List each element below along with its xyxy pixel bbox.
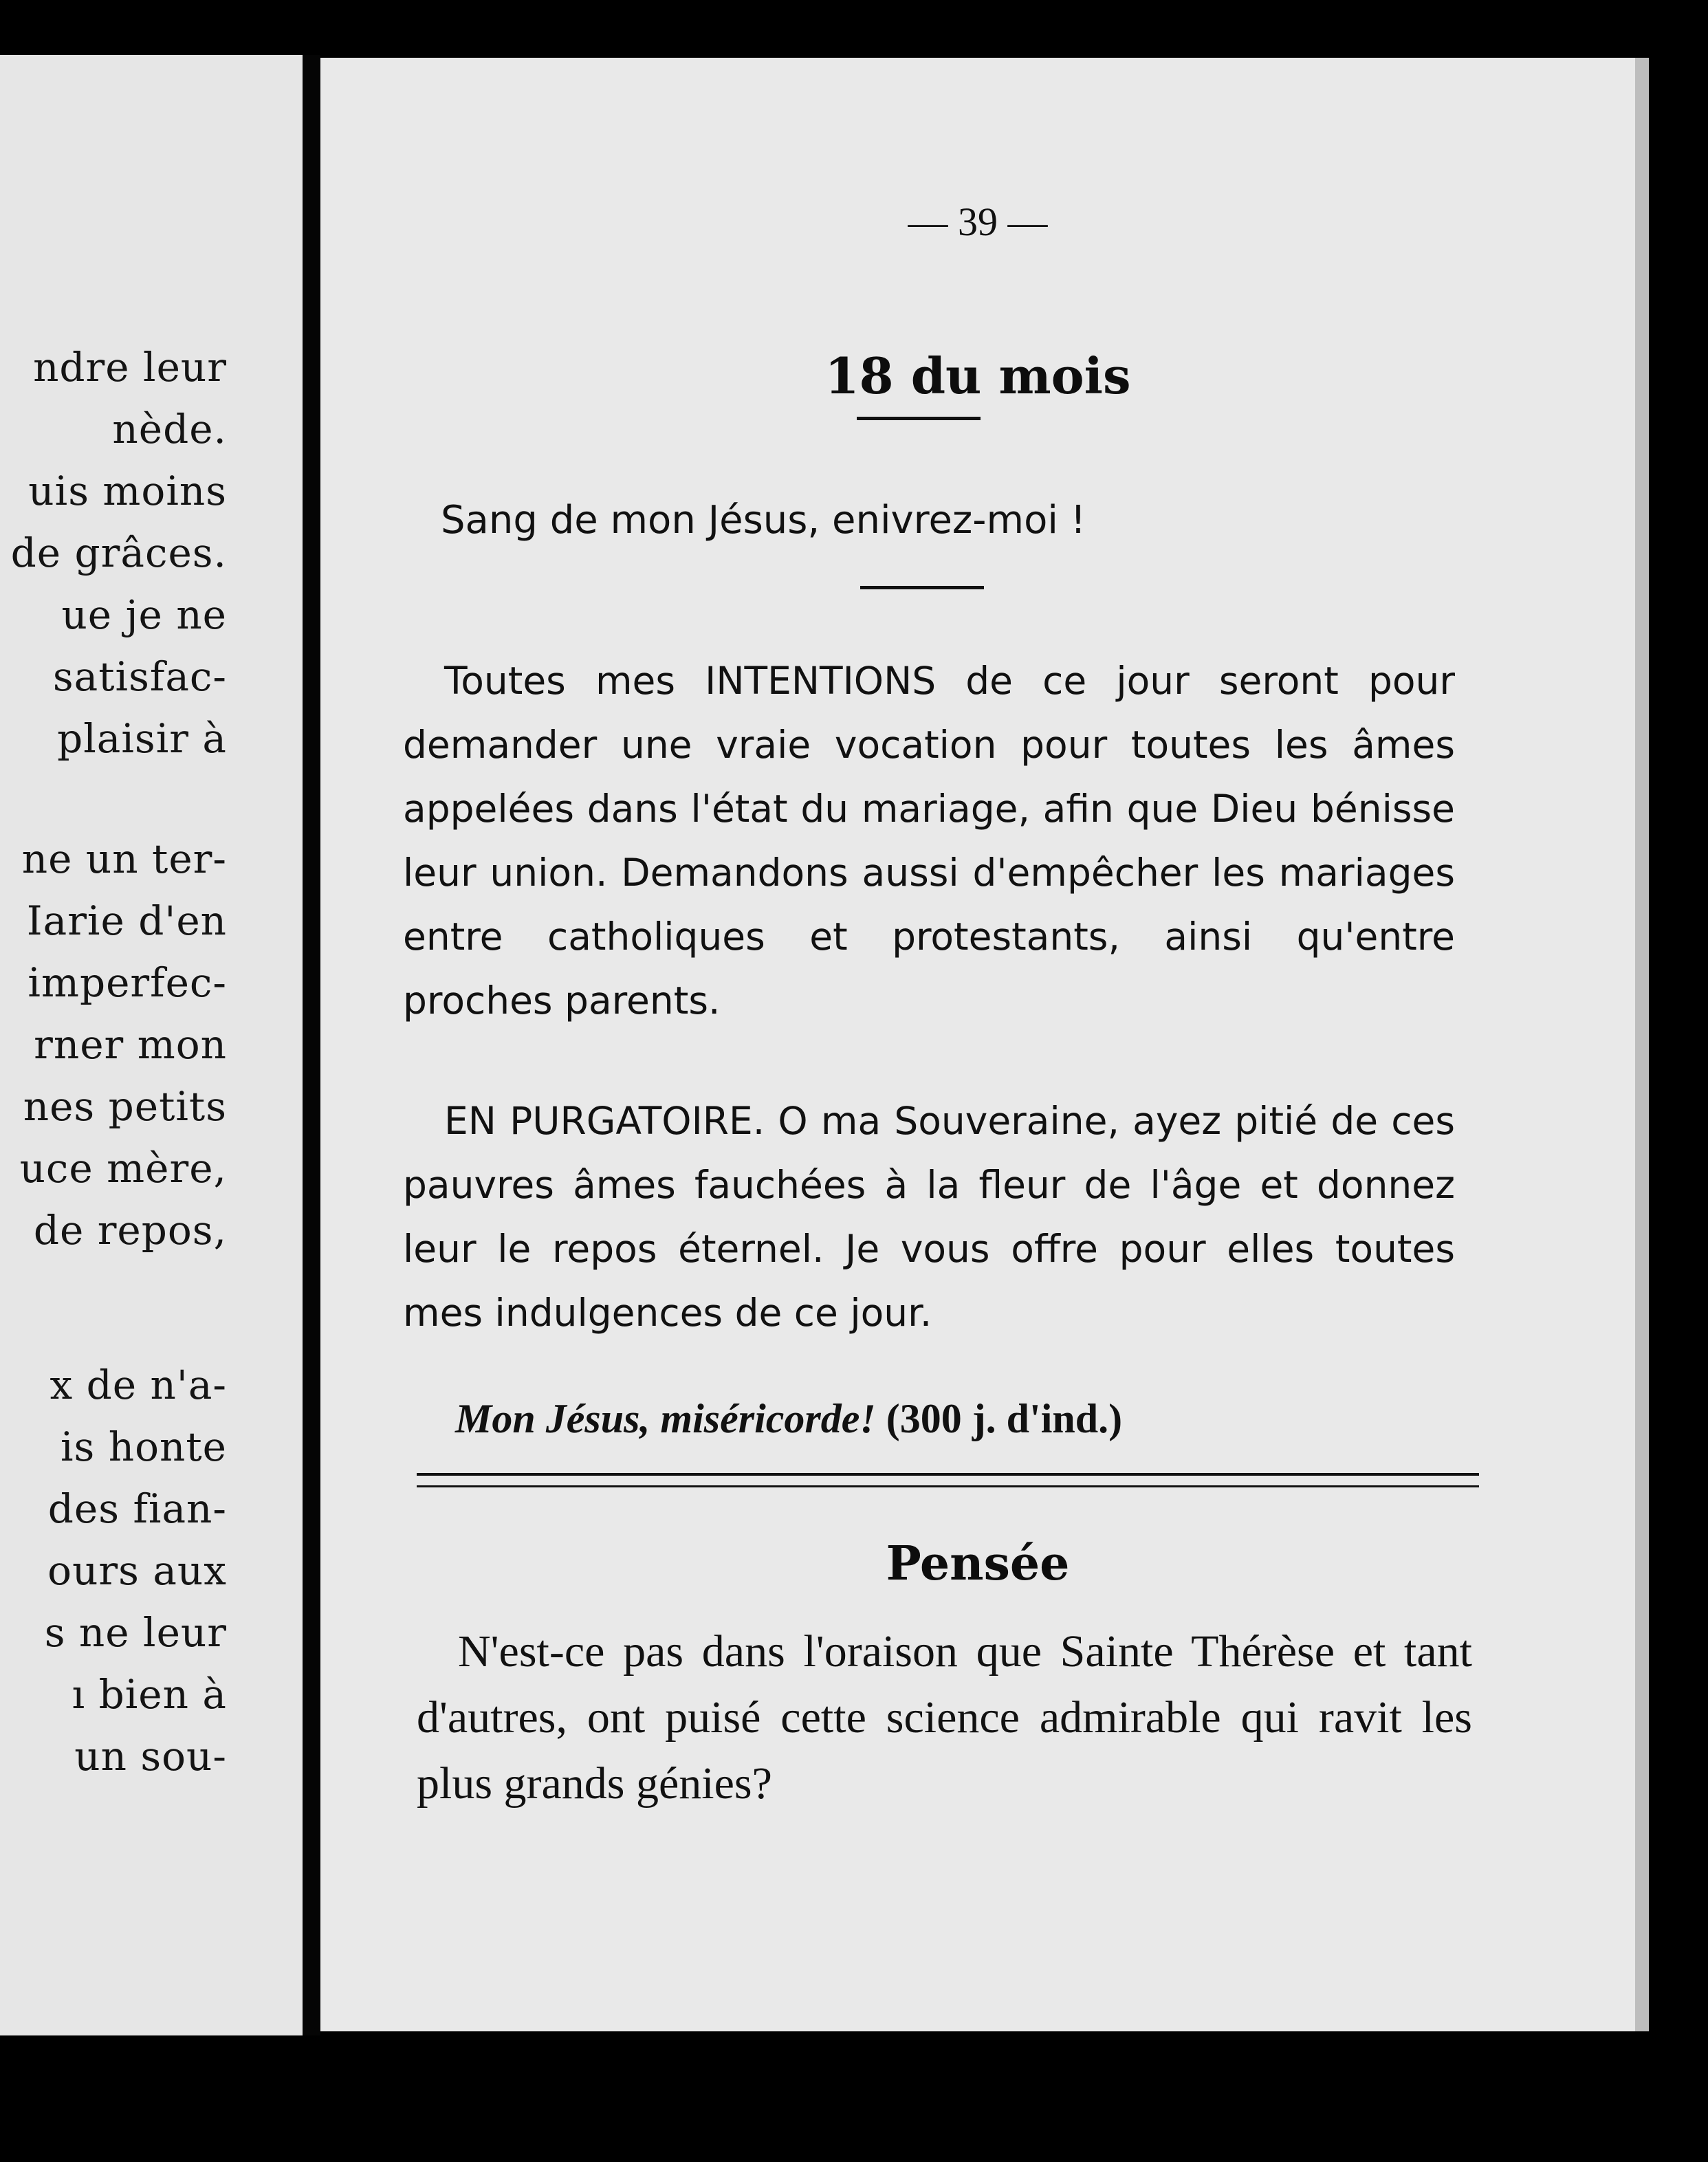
left-page-line: plaisir à: [57, 715, 227, 762]
section-title: 18 du mois: [824, 347, 1131, 405]
prayer-note: (300 j. d'ind.): [886, 1396, 1123, 1441]
left-page-line: ı bien à: [72, 1671, 227, 1718]
prayer-italic: Mon Jésus, miséricorde!: [455, 1396, 876, 1441]
page-number: — 39 —: [908, 199, 1048, 244]
left-page-line: un sou-: [74, 1733, 227, 1780]
left-page-line: des fian-: [47, 1485, 227, 1532]
page-edge: [1635, 58, 1649, 2031]
left-page-line: ne un ter-: [21, 836, 227, 882]
left-page-line: uce mère,: [19, 1145, 227, 1192]
left-page-line: rner mon: [34, 1021, 227, 1068]
left-page-line: nes petits: [23, 1083, 227, 1130]
pensee-text: N'est-ce pas dans l'oraison que Sainte Thérèse et tant d'autres, ont puisé cette science admirable qui ravit les plus grands génies?: [417, 1626, 1472, 1809]
left-page-line: Iarie d'en: [26, 897, 227, 944]
left-page-line: ndre leur: [33, 344, 227, 391]
title-divider: [857, 417, 981, 420]
left-page-line: uis moins: [28, 468, 227, 514]
invocation-divider: [860, 586, 984, 589]
right-page: [320, 58, 1635, 2031]
prayer-line: [455, 1395, 1122, 1443]
invocation: Sang de mon Jésus, enivrez-moi !: [441, 498, 1086, 543]
pensee-title: Pensée: [886, 1536, 1070, 1591]
left-page: [0, 55, 303, 2035]
left-page-line: s ne leur: [44, 1609, 227, 1656]
left-page-line: satisfac-: [52, 653, 227, 700]
left-page-line: ue je ne: [61, 591, 227, 638]
left-page-line: ours aux: [47, 1547, 227, 1594]
intentions-paragraph: Toutes mes INTENTIONS de ce jour seront pour demander une vraie vocation pour toutes les âmes appelées dans l'état du mariage, afin que Dieu bénisse leur union. Demandons aussi d'empêcher les mariages entre catholiques et protestants, ainsi qu'entre proches parents.: [403, 659, 1455, 1023]
purgatoire-paragraph: EN PURGATOIRE. O ma Souveraine, ayez pitié de ces pauvres âmes fauchées à la fleur de l'âge et donnez leur le repos éternel. Je vous offre pour elles toutes mes indulgences de ce jour.: [403, 1099, 1455, 1335]
left-page-line: is honte: [60, 1423, 227, 1470]
left-page-line: nède.: [112, 406, 227, 452]
left-page-line: imperfec-: [28, 959, 227, 1006]
left-page-line: de repos,: [33, 1207, 227, 1254]
left-page-line: de grâces.: [10, 529, 227, 576]
left-page-line: x de n'a-: [50, 1362, 227, 1408]
section-separator: [417, 1473, 1479, 1487]
book-gutter: [303, 55, 320, 2035]
